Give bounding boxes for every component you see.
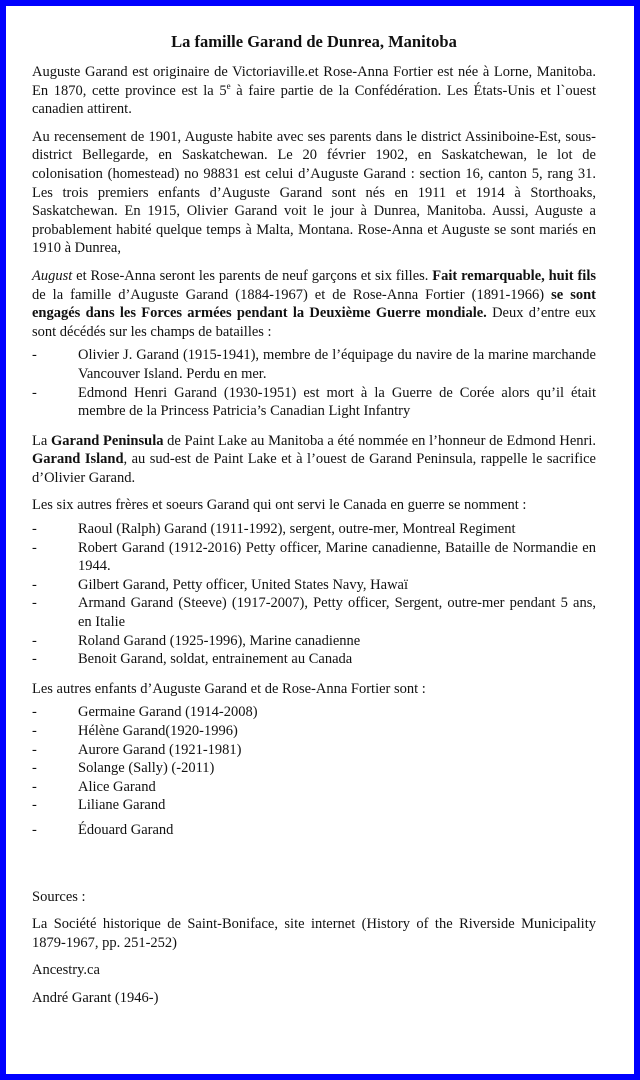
list-item: - Robert Garand (1912-2016) Petty officer, Marine canadienne, Bataille de Normandie en 1944. — [32, 539, 596, 576]
ordinal-superscript: e — [226, 80, 231, 91]
origins-text-b: à faire partie de la Confédération. Les États-Unis et l`ouest canadien attirent. — [32, 82, 596, 118]
document-title: La famille Garand de Dunrea, Manitoba — [171, 32, 457, 51]
origins-text-a: Auguste Garand est originaire de Victoriaville.et Rose-Anna Fortier est née à Lorne, Manitoba. En 1870, cette province est la 5 — [32, 64, 596, 99]
list-item: - Édouard Garand — [32, 821, 596, 840]
paragraph-children — [32, 267, 596, 341]
places-text-c: , au sud-est de Paint Lake et à l’ouest de Garand Peninsula, rappelle le sacrifice d’Olivier Garand. — [32, 451, 596, 486]
source-item: La Société historique de Saint-Boniface, site internet (History of the Riverside Municipality 1879-1967, pp. 251-252) — [32, 916, 596, 951]
list-item: - Liliane Garand — [32, 796, 596, 815]
list-item: - Armand Garand (Steeve) (1917-2007), Petty officer, Sergent, outre-mer pendant 5 ans, en Italie — [32, 594, 596, 631]
list-item: - Benoit Garand, soldat, entrainement au Canada — [32, 650, 596, 669]
children-text-a: et Rose-Anna seront les parents de neuf garçons et six filles. — [72, 267, 433, 284]
list-item: - Alice Garand — [32, 778, 596, 797]
paragraph-origins — [32, 63, 596, 119]
children-italic: August — [32, 267, 73, 284]
children-text-b: de la famille d’Auguste Garand (1884-1967) et de Rose-Anna Fortier (1891-1966) — [32, 286, 552, 303]
document-page — [32, 32, 596, 1017]
places-bold-1: Garand Peninsula — [51, 432, 164, 449]
list-item: - Hélène Garand(1920-1996) — [32, 722, 596, 741]
list-item: - Gilbert Garand, Petty officer, United States Navy, Hawaï — [32, 576, 596, 595]
list-item: - Aurore Garand (1921-1981) — [32, 741, 596, 760]
source-item: André Garant (1946-) — [32, 989, 159, 1006]
paragraph-others-intro: Les autres enfants d’Auguste Garand et de Rose-Anna Fortier sont : — [32, 680, 426, 697]
children-bold-2: se sont engagés dans les Forces armées pendant la Deuxième Guerre mondiale. — [32, 286, 596, 322]
deceased-list — [32, 346, 596, 420]
list-item: - Edmond Henri Garand (1930-1951) est mort à la Guerre de Corée alors qu’il était membre de la Princess Patricia’s Canadian Light Infantry — [32, 384, 596, 421]
source-item: Ancestry.ca — [32, 962, 100, 979]
list-item: - Olivier J. Garand (1915-1941), membre de l’équipage du navire de la marine marchande Vancouver Island. Perdu en mer. — [32, 346, 596, 383]
places-text-b: de Paint Lake au Manitoba a été nommée en l’honneur de Edmond Henri. — [163, 432, 597, 449]
list-item: - Raoul (Ralph) Garand (1911-1992), sergent, outre-mer, Montreal Regiment — [32, 520, 596, 539]
places-bold-2: Garand Island — [32, 451, 124, 468]
children-text-c: Deux d’entre eux sont décédés sur les champs de batailles : — [32, 305, 597, 340]
children-bold-1: Fait remarquable, huit fils — [432, 267, 596, 284]
sources-heading: Sources : — [32, 888, 86, 905]
places-text-a: La — [32, 432, 51, 449]
list-item: - Solange (Sally) (-2011) — [32, 759, 596, 778]
paragraph-census: Au recensement de 1901, Auguste habite avec ses parents dans le district Assiniboine-Est, sous-district Bellegarde, en Saskatchewan. Le 20 février 1902, en Saskatchewan, le lot de colonisation (homestead) no 98831 est celui d’Auguste Garand : section 16, canton 5, rang 31. Les trois premiers enfants d’Auguste Garand sont nés en 1911 et 1914 à Storthoaks, Saskatchewan. En 1915, Olivier Garand voit le jour à Dunrea, Manitoba. Aussi, Auguste a probablement habité quelque temps à Malta, Montana. Rose-Anna et Auguste se sont mariés en 1910 à Dunrea, — [32, 128, 596, 257]
paragraph-served-intro: Les six autres frères et soeurs Garand qui ont servi le Canada en guerre se nomment : — [32, 497, 527, 514]
served-list — [32, 520, 596, 669]
list-item: - Germaine Garand (1914-2008) — [32, 703, 596, 722]
paragraph-places — [32, 432, 596, 488]
list-item: - Roland Garand (1925-1996), Marine canadienne — [32, 632, 596, 651]
others-list — [32, 703, 596, 839]
